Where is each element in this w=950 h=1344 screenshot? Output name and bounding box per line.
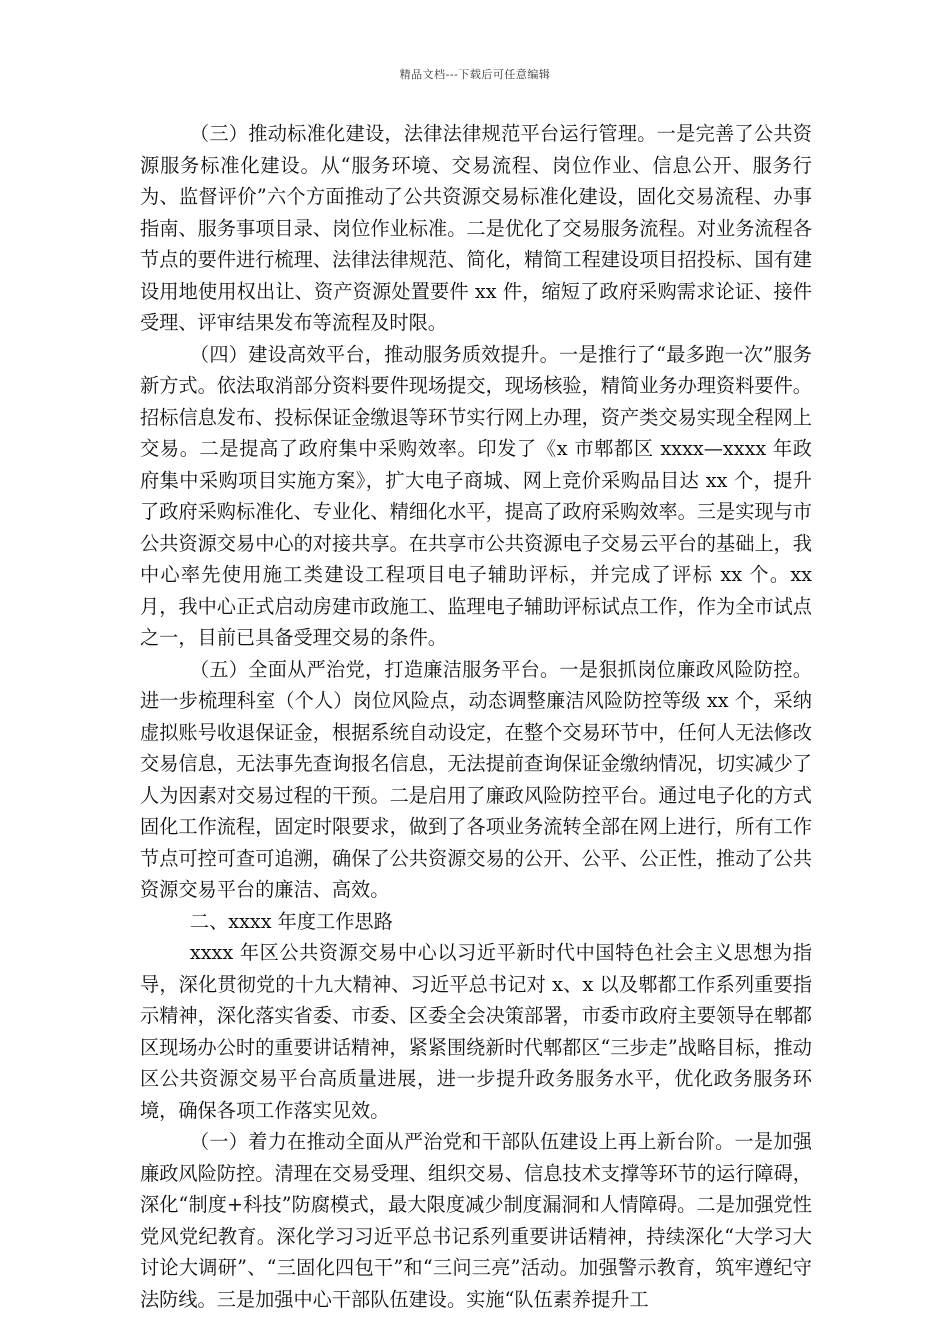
section-heading-work-plan: 二、xxxx 年度工作思路 [189,909,393,933]
paragraph-clean-platform: （五）全面从严治党，打造廉洁服务平台。一是狠抓岗位廉政风险防控。进一步梳理科室（个人）岗位风险点，动态调整廉洁风险防控等级 xx 个，采纳虚拟账号收退保证金，根据系统自动设定，在整个交易环节中，任何人无法修改交易信息，无法事先查询报名信息，无法提前查询保证金缴纳情况，切实减少了人为因素对交易过程的干预。二是启用了廉政风险防控平台。通过电子化的方式固化工作流程，固定时限要求，做到了各项业务流转全部在网上进行，所有工作节点可控可查可追溯，确保了公共资源交易的公开、公平、公正性，推动了公共资源交易平台的廉洁、高效。 [140,657,812,901]
page-header: 精品文档---下载后可任意编辑 [399,68,551,81]
paragraph-work-plan-intro: xxxx 年区公共资源交易中心以习近平新时代中国特色社会主义思想为指导，深化贯彻党的十九大精神、习近平总书记对 x、x 以及郫都工作系列重要指示精神，深化落实省委、市委、区委全会决策部署，市委市政府主要领导在郫都区现场办公时的重要讲话精神，紧紧围绕新时代郫都区“三步走”战略目标，推动区公共资源交易平台高质量进展，进一步提升政务服务水平，优化政务服务环境，确保各项工作落实见效。 [140,941,812,1122]
document-body [140,118,812,1315]
paragraph-party-discipline: （一）着力在推动全面从严治党和干部队伍建设上再上新台阶。一是加强廉政风险防控。清理在交易受理、组织交易、信息技术支撑等环节的运行障碍，深化“制度+科技”防腐模式，最大限度减少制度漏洞和人情障碍。二是加强党性党风党纪教育。深化学习习近平总书记系列重要讲话精神，持续深化“大学习大讨论大调研”、“三固化四包干”和“三问三亮”活动。加强警示教育，筑牢遵纪守法防线。三是加强中心干部队伍建设。实施“队伍素养提升工 [140,1130,812,1311]
paragraph-efficient-platform: （四）建设高效平台，推动服务质效提升。一是推行了“最多跑一次”服务新方式。依法取消部分资料要件现场提交，现场核验，精简业务办理资料要件。招标信息发布、投标保证金缴退等环节实行网上办理，资产类交易实现全程网上交易。二是提高了政府集中采购效率。印发了《x 市郫都区 xxxx—xxxx 年政府集中采购项目实施方案》，扩大电子商城、网上竞价采购品目达 xx 个，提升了政府采购标准化、专业化、精细化水平，提高了政府采购效率。三是实现与市公共资源交易中心的对接共享。在共享市公共资源电子交易云平台的基础上，我中心率先使用施工类建设工程项目电子辅助评标，并完成了评标 xx 个。xx 月，我中心正式启动房建市政施工、监理电子辅助评标试点工作，作为全市试点之一，目前已具备受理交易的条件。 [140,342,812,649]
paragraph-standardization: （三）推动标准化建设，法律法律规范平台运行管理。一是完善了公共资源服务标准化建设。从“服务环境、交易流程、岗位作业、信息公开、服务行为、监督评价”六个方面推动了公共资源交易标准化建设，固化交易流程、办事指南、服务事项目录、岗位作业标准。二是优化了交易服务流程。对业务流程各节点的要件进行梳理、法律法律规范、简化，精简工程建设项目招投标、国有建设用地使用权出让、资产资源处置要件 xx 件，缩短了政府采购需求论证、接件受理、评审结果发布等流程及时限。 [140,122,812,334]
